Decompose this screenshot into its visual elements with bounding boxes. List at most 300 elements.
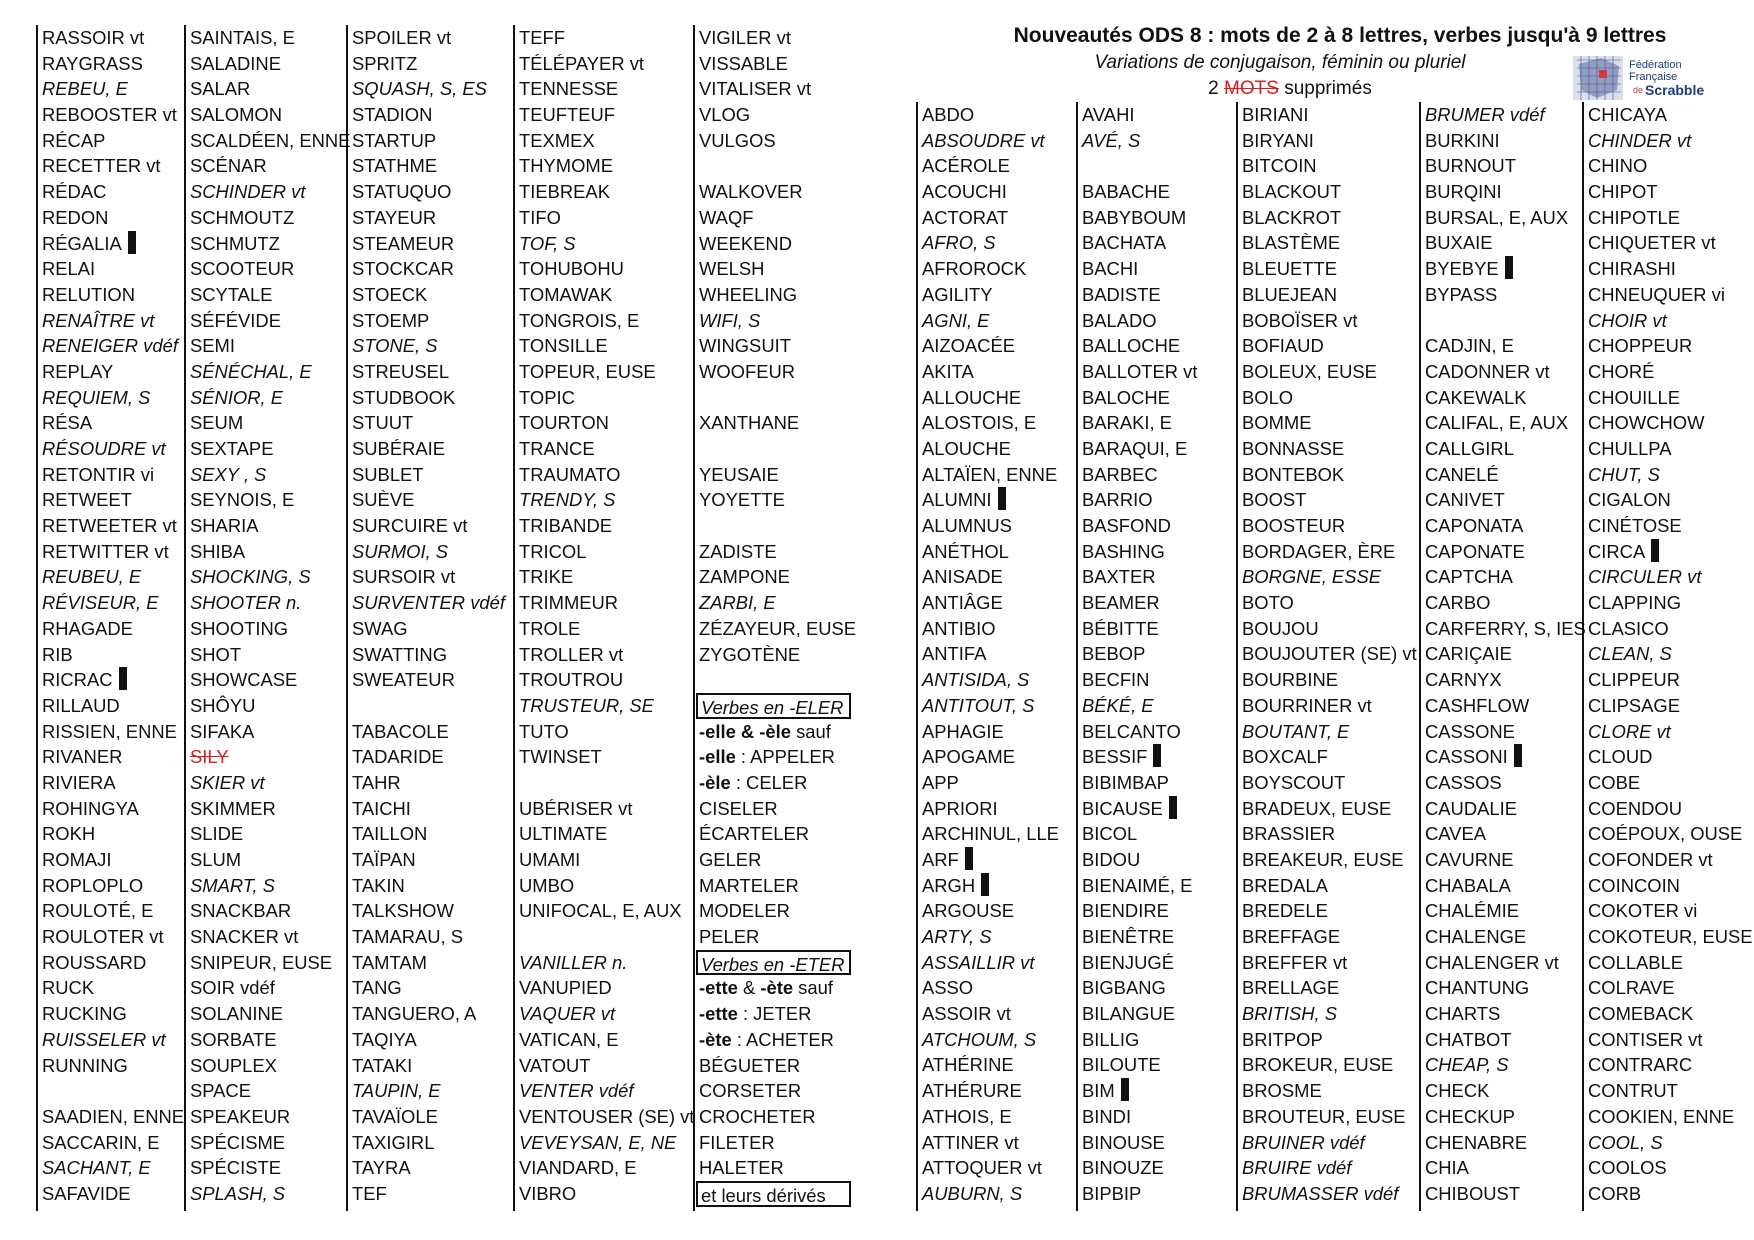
word-entry <box>1082 230 1234 256</box>
word-entry <box>922 898 1074 924</box>
word-entry <box>519 487 691 513</box>
word-entry <box>1082 1155 1234 1181</box>
word-text: YEUSAIE <box>699 463 779 485</box>
word-entry <box>42 642 181 668</box>
word-text: BÉKÉ, E <box>1082 694 1154 716</box>
word-entry <box>699 462 853 488</box>
word-text: TOF, S <box>519 232 576 254</box>
word-text: BOLEUX, EUSE <box>1242 360 1377 382</box>
word-entry <box>699 487 853 513</box>
word-text: CORB <box>1588 1182 1642 1204</box>
word-text: CHANTUNG <box>1425 977 1530 999</box>
word-text: TOPEUR, EUSE <box>519 360 656 382</box>
word-entry <box>1242 719 1416 745</box>
word-text: CHATBOT <box>1425 1028 1512 1050</box>
word-text: CHORÉ <box>1588 360 1655 382</box>
word-text: ALLOUCHE <box>922 386 1022 408</box>
word-entry <box>42 821 181 847</box>
word-text: ROULOTÉ, E <box>42 900 154 922</box>
word-text: BIENAIMÉ, E <box>1082 874 1193 896</box>
word-text: WOOFEUR <box>699 360 796 382</box>
word-entry <box>1242 693 1416 719</box>
word-entry <box>922 230 1074 256</box>
word-entry <box>1588 641 1752 667</box>
word-entry <box>42 539 181 565</box>
word-text: APOGAME <box>922 746 1015 768</box>
word-entry <box>1242 436 1416 462</box>
word-text: RECETTER vt <box>42 155 161 177</box>
word-text: CHENABRE <box>1425 1131 1528 1153</box>
word-entry <box>42 282 181 308</box>
word-text: ZYGOTÈNE <box>699 643 801 665</box>
word-text: ANTIFA <box>922 643 987 665</box>
word-text: BRELLAGE <box>1242 977 1340 999</box>
word-entry <box>1588 719 1752 745</box>
word-text: ATHÉRURE <box>922 1080 1022 1102</box>
word-entry <box>699 1130 853 1156</box>
word-text: RASSOIR vt <box>42 27 145 48</box>
word-entry <box>699 821 853 847</box>
word-entry <box>519 873 691 899</box>
word-text: CIRCA <box>1588 540 1646 562</box>
word-text: CASSONE <box>1425 720 1515 742</box>
word-entry <box>1588 513 1752 539</box>
word-text: ARGH <box>922 874 976 896</box>
word-text: COKOTER vi <box>1588 900 1698 922</box>
word-entry <box>1082 385 1234 411</box>
word-entry <box>42 487 181 513</box>
word-entry <box>1242 1181 1416 1207</box>
word-text: BOUJOU <box>1242 617 1319 639</box>
word-entry <box>1242 205 1416 231</box>
word-entry <box>1588 693 1752 719</box>
word-text: CINÉTOSE <box>1588 515 1682 536</box>
word-text: CARFERRY, S, IES <box>1425 617 1586 639</box>
word-entry <box>1242 950 1416 976</box>
word-text: VISSABLE <box>699 52 788 74</box>
word-entry <box>922 205 1074 231</box>
word-text: RÉDAC <box>42 181 107 203</box>
word-text: ANTIÂGE <box>922 592 1003 614</box>
word-entry <box>190 410 344 436</box>
word-entry <box>190 51 344 77</box>
word-text: RUCKING <box>42 1003 127 1025</box>
word-text: SPÉCISTE <box>190 1157 281 1179</box>
word-text: RETWEETER vt <box>42 515 177 537</box>
word-text: TROLE <box>519 617 581 639</box>
word-column-1 <box>36 25 185 1211</box>
word-column-10 <box>1582 102 1752 1211</box>
word-entry <box>1082 359 1234 385</box>
word-entry <box>922 1001 1074 1027</box>
word-entry <box>352 179 511 205</box>
word-entry <box>352 385 511 411</box>
word-text: ALOSTOIS, E <box>922 412 1037 434</box>
word-entry <box>519 25 691 51</box>
removed-count: 2 <box>1208 78 1219 99</box>
word-entry <box>352 873 511 899</box>
word-entry <box>519 1027 691 1053</box>
word-text: SPLASH, S <box>190 1182 286 1204</box>
word-entry <box>699 333 853 359</box>
word-entry <box>1082 1052 1234 1078</box>
word-entry <box>1242 564 1416 590</box>
word-entry <box>190 873 344 899</box>
word-entry <box>352 1053 511 1079</box>
word-entry <box>699 1053 853 1079</box>
word-text: RIVANER <box>42 746 123 768</box>
word-entry <box>42 950 181 976</box>
word-text: STEAMEUR <box>352 232 455 254</box>
word-text: BINOUSE <box>1082 1131 1165 1153</box>
word-entry <box>699 76 853 102</box>
word-entry <box>1082 513 1234 539</box>
rule-text: & <box>737 977 761 999</box>
word-entry <box>190 308 344 334</box>
word-entry <box>1242 590 1416 616</box>
word-entry <box>1082 539 1234 565</box>
word-text: ABDO <box>922 104 975 125</box>
word-text: SCOOTEUR <box>190 258 295 280</box>
word-entry <box>352 1155 511 1181</box>
word-entry <box>1425 1001 1579 1027</box>
blank-row <box>42 1078 181 1104</box>
word-entry <box>1588 898 1752 924</box>
word-entry <box>1242 667 1416 693</box>
word-text: SEYNOIS, E <box>190 489 295 511</box>
word-text: BOTO <box>1242 592 1294 614</box>
blank-row <box>699 667 853 693</box>
word-entry <box>352 487 511 513</box>
word-entry <box>352 719 511 745</box>
word-text: TONGROIS, E <box>519 309 640 331</box>
word-entry <box>42 975 181 1001</box>
word-entry <box>1425 539 1579 565</box>
word-text: BIBIMBAP <box>1082 771 1169 793</box>
word-text: STARTUP <box>352 129 437 151</box>
word-text: CHNEUQUER vi <box>1588 283 1725 305</box>
word-text: TÉLÉPAYER vt <box>519 52 645 74</box>
word-text: BECFIN <box>1082 669 1150 691</box>
logo-line-2: Française <box>1629 71 1678 83</box>
word-entry <box>190 128 351 154</box>
word-entry <box>1242 308 1416 334</box>
word-entry <box>1082 898 1234 924</box>
word-entry <box>699 1104 853 1130</box>
word-text: AGILITY <box>922 283 993 305</box>
word-text: TRENDY, S <box>519 489 616 511</box>
word-text: BIM <box>1082 1080 1115 1102</box>
word-entry <box>352 1181 511 1207</box>
word-text: AUBURN, S <box>922 1182 1023 1204</box>
word-text: SHARIA <box>190 515 259 537</box>
word-text: CHULLPA <box>1588 437 1672 459</box>
word-text: CLORE vt <box>1588 720 1671 742</box>
word-entry <box>352 128 511 154</box>
word-text: VANUPIED <box>519 977 612 999</box>
marker-bar <box>1121 1078 1129 1101</box>
word-entry <box>42 25 181 51</box>
word-entry <box>42 308 181 334</box>
word-entry <box>1242 102 1416 128</box>
word-text: SCÉNAR <box>190 155 267 177</box>
word-entry <box>1242 385 1416 411</box>
rule-ending: -elle & -èle <box>699 720 791 742</box>
blank-row <box>699 385 853 411</box>
word-entry <box>1082 950 1234 976</box>
word-entry <box>1425 102 1579 128</box>
word-entry <box>519 128 691 154</box>
word-entry <box>699 616 857 642</box>
word-entry <box>352 821 511 847</box>
word-entry <box>922 693 1074 719</box>
word-text: BRUMASSER vdéf <box>1242 1182 1399 1204</box>
word-text: CALIFAL, E, AUX <box>1425 412 1569 434</box>
word-entry <box>1425 436 1579 462</box>
word-entry <box>1242 513 1416 539</box>
word-text: COOKIEN, ENNE <box>1588 1105 1735 1127</box>
word-text: VLOG <box>699 104 751 126</box>
word-entry <box>190 796 344 822</box>
word-text: VULGOS <box>699 129 776 151</box>
word-text: ROHINGYA <box>42 797 139 819</box>
word-text: SKIMMER <box>190 797 276 819</box>
word-text: TAYRA <box>352 1157 411 1179</box>
word-text: CHIPOTLE <box>1588 206 1680 228</box>
word-entry <box>42 847 181 873</box>
word-entry <box>190 153 344 179</box>
word-entry <box>1082 719 1234 745</box>
word-text: BALLOCHE <box>1082 335 1181 357</box>
word-text: ZADISTE <box>699 540 777 562</box>
word-entry <box>190 1001 344 1027</box>
word-text: TRICOL <box>519 540 587 562</box>
word-text: CLIPSAGE <box>1588 694 1680 716</box>
word-text: SHOOTER n. <box>190 592 302 614</box>
word-text: BOFIAUD <box>1242 335 1324 357</box>
word-text: BLUEJEAN <box>1242 283 1338 305</box>
word-entry <box>922 513 1074 539</box>
word-entry <box>352 76 511 102</box>
word-text: BOURBINE <box>1242 669 1339 691</box>
word-text: STUDBOOK <box>352 386 456 408</box>
word-text: CHOIR vt <box>1588 309 1667 331</box>
word-text: SPÉCISME <box>190 1131 286 1153</box>
word-text: ATTOQUER vt <box>922 1157 1042 1179</box>
word-text: CISELER <box>699 797 778 819</box>
word-entry <box>1588 1027 1752 1053</box>
word-text: CHOUILLE <box>1588 386 1680 408</box>
logo-line-4: Scrabble <box>1645 82 1705 98</box>
word-entry <box>190 590 344 616</box>
word-text: CHUT, S <box>1588 463 1660 485</box>
word-entry <box>1588 873 1752 899</box>
word-entry <box>1425 616 1586 642</box>
word-entry <box>922 590 1074 616</box>
word-text: ASSO <box>922 977 974 999</box>
word-text: CHECK <box>1425 1080 1490 1102</box>
removed-word: MOTS <box>1224 78 1279 99</box>
word-text: BÉBITTE <box>1082 617 1159 639</box>
word-entry <box>42 179 181 205</box>
word-text: SACCARIN, E <box>42 1131 160 1153</box>
word-text: REDON <box>42 206 109 228</box>
word-text: ARF <box>922 848 959 870</box>
word-entry <box>1588 1155 1752 1181</box>
word-text: TEXMEX <box>519 129 595 151</box>
word-text: BRUIRE vdéf <box>1242 1157 1352 1179</box>
word-entry <box>922 1155 1074 1181</box>
word-text: BREAKEUR, EUSE <box>1242 848 1404 870</box>
word-entry <box>922 847 1074 873</box>
word-text: CAUDALIE <box>1425 797 1517 819</box>
word-entry <box>699 205 853 231</box>
word-entry <box>42 1181 181 1207</box>
word-text: CHOPPEUR <box>1588 335 1693 357</box>
word-text: TANG <box>352 977 402 999</box>
word-text: VIANDARD, E <box>519 1157 637 1179</box>
word-entry <box>1425 410 1579 436</box>
word-text: UBÉRISER vt <box>519 797 633 819</box>
word-entry <box>1588 128 1752 154</box>
word-entry <box>1242 744 1416 770</box>
word-text: ABSOUDRE vt <box>922 129 1045 151</box>
word-entry <box>1082 873 1234 899</box>
word-entry <box>519 821 691 847</box>
word-text: RÉCAP <box>42 129 106 151</box>
word-text: ATCHOUM, S <box>922 1028 1037 1050</box>
word-entry <box>352 513 511 539</box>
word-entry <box>1242 487 1416 513</box>
word-text: COINCOIN <box>1588 874 1680 896</box>
word-entry <box>352 1130 511 1156</box>
word-entry <box>1588 1104 1752 1130</box>
word-text: SPRITZ <box>352 52 418 74</box>
word-entry <box>1588 436 1752 462</box>
word-entry <box>190 385 344 411</box>
word-text: BRADEUX, EUSE <box>1242 797 1392 819</box>
word-text: SWEATEUR <box>352 669 455 691</box>
word-entry <box>922 1078 1074 1104</box>
word-entry <box>922 436 1074 462</box>
word-text: TIEBREAK <box>519 181 610 203</box>
word-entry <box>352 590 511 616</box>
rule-line <box>699 1027 853 1053</box>
word-entry <box>1242 924 1416 950</box>
word-text: ZAMPONE <box>699 566 790 588</box>
word-entry <box>519 513 691 539</box>
word-entry <box>1425 282 1579 308</box>
word-text: SLIDE <box>190 823 244 845</box>
word-text: RIVIERA <box>42 771 116 793</box>
word-entry <box>352 51 511 77</box>
word-text: RENAÎTRE vt <box>42 309 155 331</box>
word-text: SCHMUTZ <box>190 232 280 254</box>
word-entry <box>1242 1155 1416 1181</box>
word-entry <box>352 359 511 385</box>
word-text: CLEAN, S <box>1588 643 1672 665</box>
word-entry <box>1082 924 1234 950</box>
word-text: TAVAÏOLE <box>352 1105 438 1127</box>
word-entry <box>1082 847 1234 873</box>
word-text: CHIPOT <box>1588 181 1658 203</box>
word-text: CHABALA <box>1425 874 1511 896</box>
word-text: UMAMI <box>519 849 581 870</box>
marker-bar <box>998 487 1006 510</box>
word-text: BIENJUGÉ <box>1082 951 1174 973</box>
word-entry <box>1425 847 1579 873</box>
rule-ending: -ette <box>699 1003 738 1025</box>
word-entry <box>352 975 511 1001</box>
word-entry <box>190 975 344 1001</box>
word-entry <box>1588 102 1752 128</box>
word-text: SÉNIOR, E <box>190 386 283 408</box>
word-text: ATHÉRINE <box>922 1054 1014 1076</box>
word-entry <box>1588 359 1752 385</box>
word-text: CHINO <box>1588 155 1648 177</box>
word-text: PELER <box>699 926 760 948</box>
section-heading: Verbes en -ETER <box>696 950 851 976</box>
word-text: VENTOUSER (SE) vt <box>519 1105 695 1127</box>
word-entry <box>519 153 691 179</box>
word-entry <box>352 462 511 488</box>
word-text: TOHUBOHU <box>519 258 624 280</box>
word-entry <box>1425 744 1579 770</box>
word-text: SPOILER vt <box>352 27 452 48</box>
word-entry <box>699 539 853 565</box>
word-text: RELUTION <box>42 283 135 305</box>
word-text: CIGALON <box>1588 489 1671 511</box>
word-text: COLLABLE <box>1588 951 1684 973</box>
word-entry <box>352 205 511 231</box>
word-text: RUCK <box>42 977 95 999</box>
word-entry <box>1425 564 1579 590</box>
word-text: et leurs dérivés <box>701 1184 826 1206</box>
word-text: BICAUSE <box>1082 797 1163 819</box>
word-text: TANGUERO, A <box>352 1003 477 1025</box>
word-entry <box>699 179 853 205</box>
word-text: TEF <box>352 1182 387 1204</box>
word-text: TAMARAU, S <box>352 926 464 948</box>
word-text: RISSIEN, ENNE <box>42 720 177 742</box>
word-text: BABYBOUM <box>1082 206 1187 228</box>
word-entry <box>1425 1181 1579 1207</box>
word-text: SHOOTING <box>190 617 289 639</box>
word-entry <box>1425 205 1579 231</box>
word-entry <box>1082 975 1234 1001</box>
word-entry <box>922 564 1074 590</box>
word-entry <box>519 256 691 282</box>
word-entry <box>190 616 344 642</box>
word-text: TROUTROU <box>519 669 624 691</box>
ffsc-logo <box>1571 50 1721 104</box>
word-entry <box>190 282 344 308</box>
word-text: BURQINI <box>1425 181 1502 203</box>
word-entry <box>519 898 691 924</box>
word-text: COLRAVE <box>1588 977 1675 999</box>
word-entry <box>1588 308 1752 334</box>
word-text: BURSAL, E, AUX <box>1425 206 1569 228</box>
word-text: CLIPPEUR <box>1588 669 1680 691</box>
word-entry <box>190 539 344 565</box>
word-text: RHAGADE <box>42 617 133 639</box>
word-entry <box>190 1130 344 1156</box>
word-text: SKIER vt <box>190 771 265 793</box>
word-entry <box>699 873 853 899</box>
word-text: BLACKOUT <box>1242 181 1342 203</box>
word-entry <box>352 436 511 462</box>
word-entry <box>42 693 181 719</box>
